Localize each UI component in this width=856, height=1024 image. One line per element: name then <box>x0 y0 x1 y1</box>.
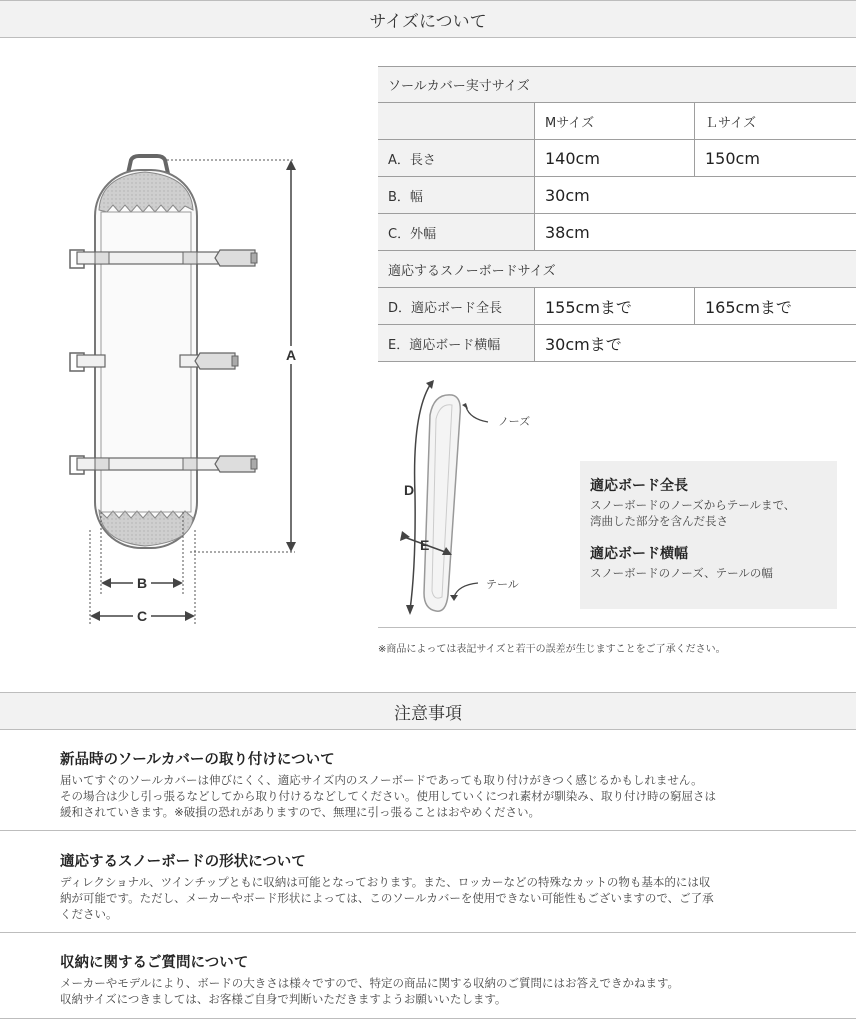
footnote-divider <box>378 627 856 628</box>
note-divider <box>0 1018 856 1019</box>
size-footnote: ※商品によっては表記サイズと若干の誤差が生じますことをご了承ください。 <box>378 644 726 655</box>
note-line: 届いてすぐのソールカバーは伸びにくく、適応サイズ内のスノーボードであっても取り付けがきつく感じるかもしれません。 <box>60 773 703 787</box>
row-label: B．幅 <box>378 177 534 213</box>
row-label: A．長さ <box>378 140 534 176</box>
note-storage-questions <box>0 951 856 1007</box>
col-m-size: Mサイズ <box>534 103 694 139</box>
row-label: E．適応ボード横幅 <box>378 325 534 361</box>
outer-width-value: 38cm <box>534 214 856 250</box>
spec-row-width <box>378 177 856 214</box>
board-length-explain <box>590 475 827 529</box>
note-line: その場合は少し引っ張るなどしてから取り付けるなどしてください。使用していくにつれ素材が馴染み、取り付け時の窮屈さは <box>60 789 716 803</box>
dimension-label-a: A <box>285 347 297 363</box>
spec-row-board-length <box>378 288 856 325</box>
size-section-title: サイズについて <box>369 11 487 32</box>
board-length-title: 適応ボード全長 <box>590 478 688 494</box>
note-line: 収納サイズにつきましては、お客様ご自身で判断いただきますようお願いいたします。 <box>60 992 507 1006</box>
size-explanation-box <box>580 461 837 609</box>
length-m-value: 140cm <box>534 140 694 176</box>
board-length-text-2: 湾曲した部分を含んだ長さ <box>590 514 728 528</box>
note-line: ディレクショナル、ツインチップともに収納は可能となっております。また、ロッカーなどの特殊なカットの物も基本的には収 <box>60 875 711 889</box>
row-label: D．適応ボード全長 <box>378 288 534 324</box>
length-l-value: 150cm <box>694 140 856 176</box>
board-size-group-row <box>378 251 856 288</box>
note-line: メーカーやモデルにより、ボードの大きさは様々ですので、特定の商品に関する収納のご質問にはお答えできかねます。 <box>60 976 680 990</box>
sole-size-group-label: ソールカバー実寸サイズ <box>388 79 530 94</box>
note-divider <box>0 932 856 933</box>
dimension-label-e: E <box>420 537 430 553</box>
note-body <box>60 772 806 820</box>
note-board-shape <box>0 850 856 922</box>
notes-section-header <box>0 692 856 730</box>
board-length-text-1: スノーボードのノーズからテールまで、 <box>590 498 796 512</box>
board-width-title: 適応ボード横幅 <box>590 546 688 562</box>
note-divider <box>0 830 856 831</box>
snowboard-diagram <box>390 375 570 625</box>
board-width-value: 30cmまで <box>534 325 856 361</box>
board-length-m-value: 155cmまで <box>534 288 694 324</box>
spec-row-board-width <box>378 325 856 362</box>
board-length-l-value: 165cmまで <box>694 288 856 324</box>
spec-header-row <box>378 103 856 140</box>
tail-label: テール <box>486 579 519 591</box>
note-line: 緩和されていきます。※破損の恐れがありますので、無理に引っ張ることはおやめください。 <box>60 805 540 819</box>
spec-header-empty <box>378 103 534 139</box>
spec-table <box>378 66 856 362</box>
sole-size-group-row <box>378 66 856 103</box>
width-value: 30cm <box>534 177 856 213</box>
board-width-text: スノーボードのノーズ、テールの幅 <box>590 566 773 580</box>
spec-row-outer-width <box>378 214 856 251</box>
note-line: ください。 <box>60 907 118 921</box>
note-title: 新品時のソールカバーの取り付けについて <box>60 752 335 768</box>
board-size-group-label: 適応するスノーボードサイズ <box>388 263 556 279</box>
row-label: C．外幅 <box>378 214 534 250</box>
note-installation <box>0 748 856 820</box>
note-title: 収納に関するご質問について <box>60 955 249 971</box>
dimension-label-b: B <box>136 575 148 591</box>
sole-cover-diagram <box>55 150 315 630</box>
notes-section-title: 注意事項 <box>394 703 462 724</box>
note-title: 適応するスノーボードの形状について <box>60 854 306 870</box>
note-body <box>60 975 806 1007</box>
col-l-size: Ｌサイズ <box>694 103 856 139</box>
dimension-label-c: C <box>136 608 148 624</box>
board-width-explain <box>590 543 827 581</box>
note-body <box>60 874 806 922</box>
nose-label: ノーズ <box>498 416 531 428</box>
spec-row-length <box>378 140 856 177</box>
note-line: 納が可能です。ただし、メーカーやボード形状によっては、このソールカバーを使用できない可能性もございますので、ご了承 <box>60 891 714 905</box>
dimension-label-d: D <box>404 482 415 498</box>
size-section-header <box>0 0 856 38</box>
